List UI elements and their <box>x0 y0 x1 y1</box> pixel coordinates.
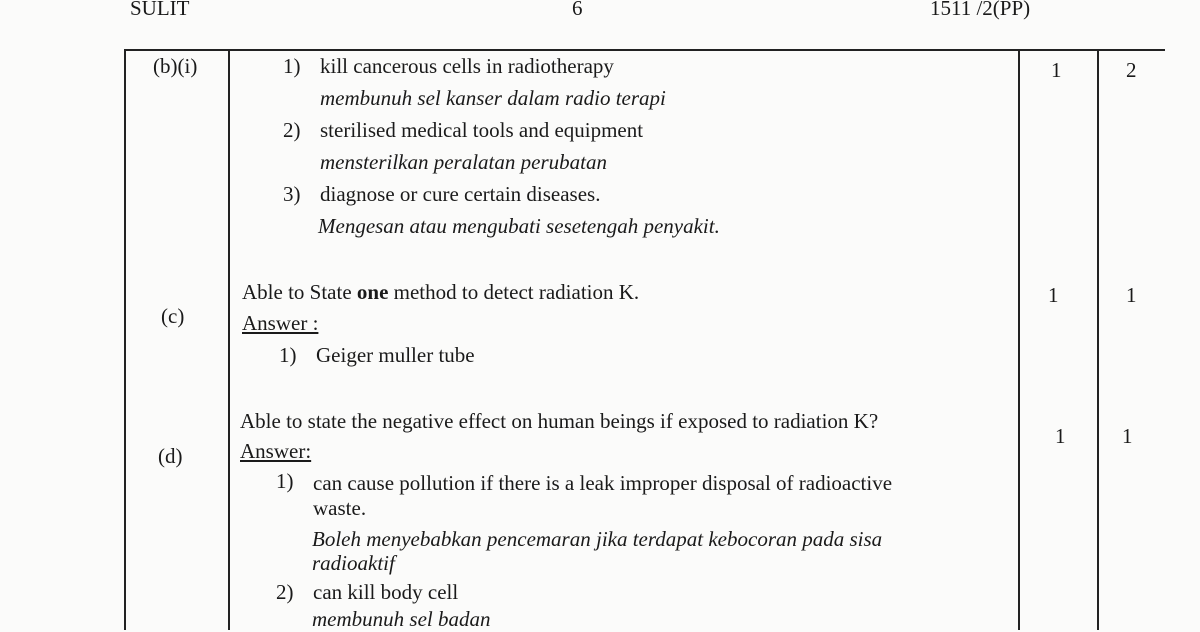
mark-c: 1 <box>1048 283 1059 307</box>
answer-translation: mensterilkan peralatan perubatan <box>320 150 607 174</box>
list-item-number: 2) <box>283 118 301 142</box>
mark-d: 1 <box>1055 424 1066 448</box>
prompt-text: method to detect radiation K. <box>388 280 640 304</box>
list-item-number: 1) <box>279 343 297 367</box>
answer-translation: membunuh sel kanser dalam radio terapi <box>320 86 666 110</box>
answer-text: sterilised medical tools and equipment <box>320 118 644 142</box>
list-item-number: 1) <box>283 54 301 78</box>
answer-label: Answer: <box>240 439 312 463</box>
list-item-number: 2) <box>276 580 294 604</box>
question-prompt-c <box>242 280 639 305</box>
answer-text: can cause pollution if there is a leak improper disposal of radioactive <box>313 471 893 495</box>
column-divider-mark <box>1097 50 1099 630</box>
answer-translation: Mengesan atau mengubati sesetengah penyakit. <box>318 214 720 238</box>
mark-b-i: 1 <box>1051 58 1062 82</box>
prompt-text: Able to State <box>242 280 357 304</box>
answer-text: kill cancerous cells in radiotherapy <box>320 54 614 78</box>
total-b-i: 2 <box>1126 58 1137 82</box>
answer-text: Geiger muller tube <box>316 343 475 367</box>
answer-translation: radioaktif <box>312 551 395 575</box>
answer-translation: membunuh sel badan <box>312 607 491 631</box>
question-label-b-i: (b)(i) <box>153 54 198 78</box>
table-left-border <box>124 49 126 630</box>
answer-text: can kill body cell <box>313 580 459 604</box>
list-item-number: 1) <box>276 469 294 493</box>
column-divider-label <box>228 50 230 630</box>
page-number: 6 <box>572 0 583 20</box>
answer-translation: Boleh menyebabkan pencemaran jika terdapat kebocoran pada sisa <box>312 527 883 551</box>
question-label-d: (d) <box>158 444 183 468</box>
list-item-number: 3) <box>283 182 301 206</box>
prompt-emphasis: one <box>356 280 389 304</box>
document-code: 1511 /2(PP) <box>930 0 1031 20</box>
table-top-border <box>125 49 1165 51</box>
question-prompt-d: Able to state the negative effect on human beings if exposed to radiation K? <box>240 409 879 433</box>
total-d: 1 <box>1122 424 1133 448</box>
answer-text: waste. <box>313 496 367 520</box>
question-label-c: (c) <box>161 304 185 328</box>
answer-label: Answer : <box>242 311 319 335</box>
answer-text: diagnose or cure certain diseases. <box>320 182 601 206</box>
header-confidential: SULIT <box>130 0 190 20</box>
total-c: 1 <box>1126 283 1137 307</box>
column-divider-content <box>1018 50 1020 630</box>
